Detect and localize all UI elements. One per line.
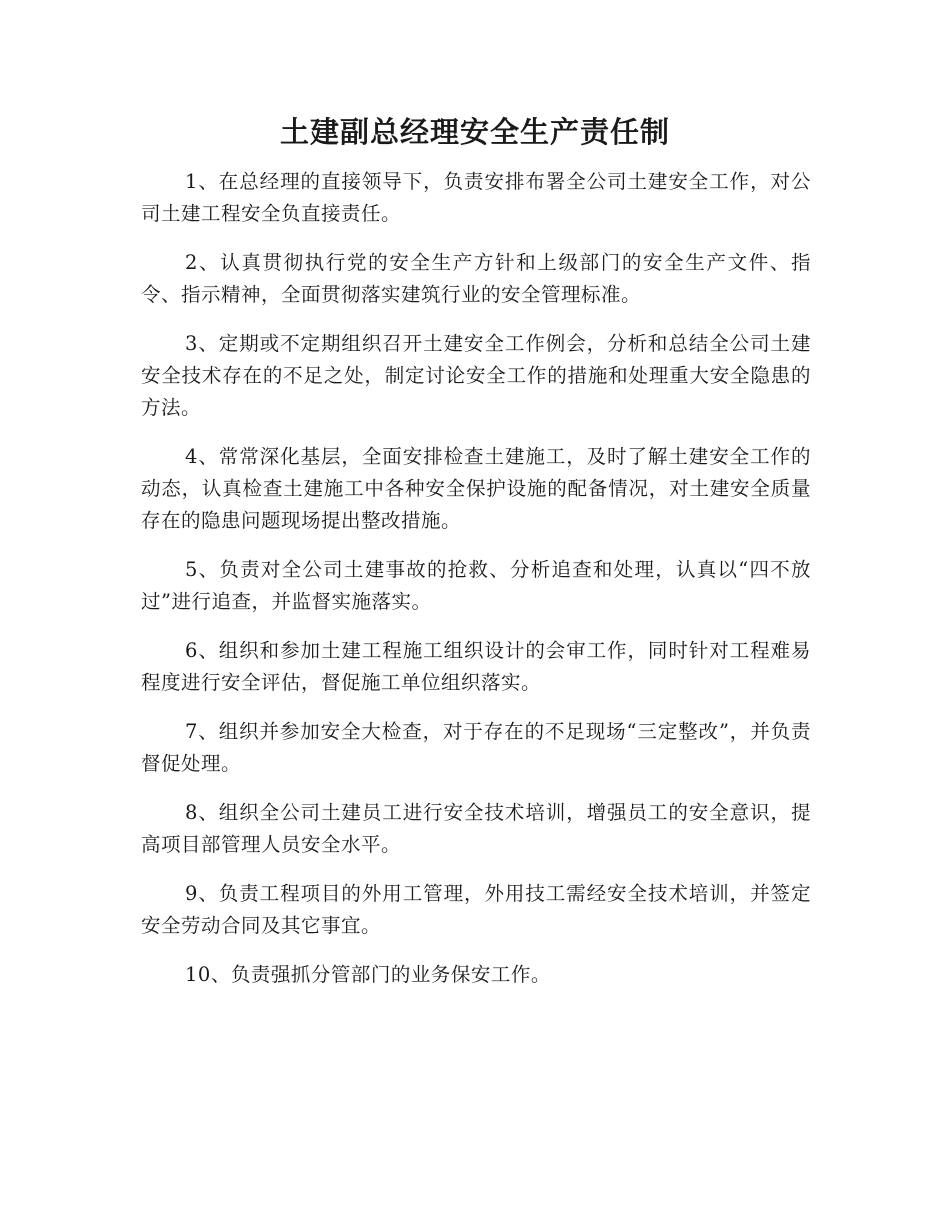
paragraph-3: 3、定期或不定期组织召开土建安全工作例会，分析和总结全公司土建安全技术存在的不足之处，制定讨论安全工作的措施和处理重大安全隐患的方法。 xyxy=(141,332,811,419)
paragraph-5: 5、负责对全公司土建事故的抢救、分析追查和处理，认真以“四不放过”进行追查，并监督实施落实。 xyxy=(141,558,811,613)
paragraph-6: 6、组织和参加土建工程施工组织设计的会审工作，同时针对工程难易程度进行安全评估，督促施工单位组织落实。 xyxy=(141,639,811,694)
paragraph-7: 7、组织并参加安全大检查，对于存在的不足现场“三定整改”，并负责督促处理。 xyxy=(141,720,811,775)
paragraph-9: 9、负责工程项目的外用工管理，外用技工需经安全技术培训，并签定安全劳动合同及其它事宜。 xyxy=(141,882,811,937)
paragraph-2: 2、认真贯彻执行党的安全生产方针和上级部门的安全生产文件、指令、指示精神，全面贯彻落实建筑行业的安全管理标准。 xyxy=(141,251,811,306)
document-body xyxy=(141,166,811,1008)
paragraph-4: 4、常常深化基层，全面安排检查土建施工，及时了解土建安全工作的动态，认真检查土建施工中各种安全保护设施的配备情况，对土建安全质量存在的隐患问题现场提出整改措施。 xyxy=(141,445,811,532)
document-title: 土建副总经理安全生产责任制 xyxy=(279,115,670,149)
paragraph-1: 1、在总经理的直接领导下，负责安排布署全公司土建安全工作，对公司土建工程安全负直接责任。 xyxy=(141,170,811,225)
paragraph-10: 10、负责强抓分管部门的业务保安工作。 xyxy=(185,963,551,986)
paragraph-8: 8、组织全公司土建员工进行安全技术培训，增强员工的安全意识，提高项目部管理人员安全水平。 xyxy=(141,801,811,856)
